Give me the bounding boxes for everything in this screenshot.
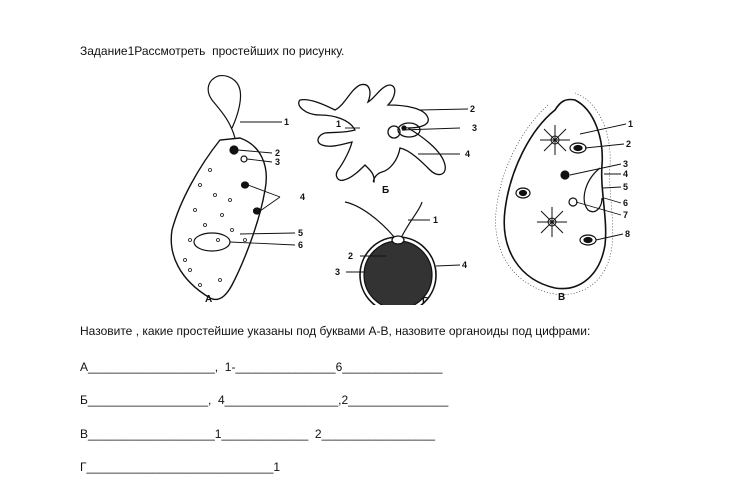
answer-line-b[interactable]: Б__________________, 4_________________,2_______________ — [80, 393, 449, 407]
answer-line-g[interactable]: Г____________________________1 — [80, 460, 281, 474]
paramecium-label-2: 2 — [626, 139, 632, 149]
amoeba-label-2: 2 — [470, 104, 476, 114]
paramecium-drawing — [496, 93, 629, 295]
paramecium-label-5: 5 — [623, 182, 629, 192]
amoeba-letter: Б — [382, 185, 390, 196]
paramecium-letter: В — [558, 292, 566, 303]
chlamydomonas-label-4: 4 — [462, 260, 468, 270]
euglena-label-5: 5 — [298, 228, 304, 238]
paramecium-label-1: 1 — [628, 119, 634, 129]
question-text: Назовите , какие простейшие указаны под буквами А-В, назовите органоиды под цифрами: — [80, 324, 591, 338]
euglena-label-3: 3 — [275, 157, 281, 167]
paramecium-label-6: 6 — [623, 198, 629, 208]
paramecium-label-4: 4 — [623, 169, 629, 179]
answer-line-a[interactable]: А___________________, 1-_______________6_______________ — [80, 360, 443, 374]
euglena-label-2: 2 — [275, 148, 281, 158]
chlamydomonas-label-3: 3 — [335, 267, 341, 277]
euglena-drawing — [171, 76, 295, 300]
euglena-label-4: 4 — [300, 192, 306, 202]
answer-line-v[interactable]: В___________________1_____________ 2_________________ — [80, 427, 436, 441]
chlamydomonas-label-1: 1 — [433, 215, 439, 225]
paramecium-label-8: 8 — [625, 229, 631, 239]
amoeba-label-1: 1 — [336, 119, 342, 129]
paramecium-label-7: 7 — [623, 210, 629, 220]
paramecium-label-3: 3 — [623, 159, 629, 169]
chlamydomonas-label-2: 2 — [348, 251, 354, 261]
chlamydomonas-letter: Г — [422, 296, 428, 305]
amoeba-label-4: 4 — [465, 149, 471, 159]
chlamydomonas-drawing — [345, 202, 460, 305]
euglena-letter: А — [205, 294, 213, 305]
amoeba-drawing — [299, 84, 471, 182]
protozoa-figure — [160, 70, 680, 305]
euglena-label-6: 6 — [298, 240, 304, 250]
task-title: Задание1Рассмотреть простейших по рисунку. — [80, 44, 345, 58]
amoeba-label-3: 3 — [472, 123, 478, 133]
euglena-label-1: 1 — [284, 117, 290, 127]
